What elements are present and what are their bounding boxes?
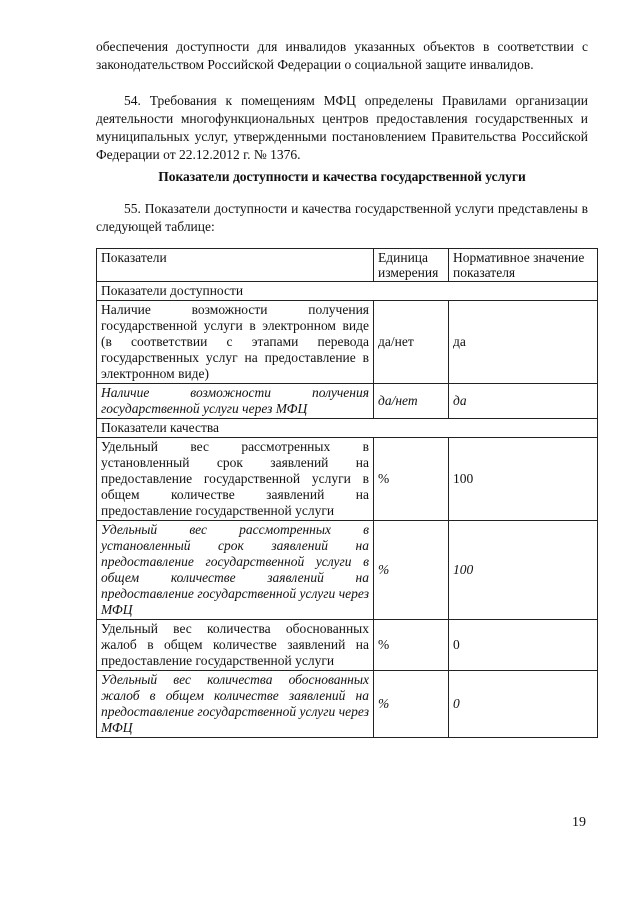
page-number: 19 xyxy=(572,815,586,830)
table-row xyxy=(97,301,598,384)
table-header-row xyxy=(97,249,598,282)
row1-value: да xyxy=(449,301,598,384)
row5-unit: % xyxy=(374,620,449,671)
table-section-row xyxy=(97,419,598,438)
table-row xyxy=(97,671,598,738)
row3-value: 100 xyxy=(449,438,598,521)
row6-indicator: Удельный вес количества обоснованных жалоб в общем количестве заявлений на предоставление государственной услуги через МФЦ xyxy=(97,671,374,738)
table-row xyxy=(97,620,598,671)
paragraph-54: 54. Требования к помещениям МФЦ определены Правилами организации деятельности многофункциональных центров предоставления государственных и муниципальных услуг, утвержденными постановлением Правительства Российской Федерации от 22.12.2012 г. № 1376. xyxy=(96,93,588,162)
row1-indicator: Наличие возможности получения государственной услуги в электронном виде (в соответствии с этапами перевода государственных услуг на предоставление в электронном виде) xyxy=(97,301,374,384)
table-section-row xyxy=(97,282,598,301)
row3-indicator: Удельный вес рассмотренных в установленный срок заявлений на предоставление государственной услуги в общем количестве заявлений на предоставление государственной услуги xyxy=(97,438,374,521)
paragraph-55: 55. Показатели доступности и качества государственной услуги представлены в следующей таблице: xyxy=(96,201,588,234)
row2-value: да xyxy=(449,384,598,419)
row4-indicator: Удельный вес рассмотренных в установленный срок заявлений на предоставление государственной услуги в общем количестве заявлений на предоставление государственной услуги через МФЦ xyxy=(97,521,374,620)
row4-unit: % xyxy=(374,521,449,620)
row6-value: 0 xyxy=(449,671,598,738)
section-quality-label: Показатели качества xyxy=(97,419,598,438)
row4-value: 100 xyxy=(449,521,598,620)
indicators-table xyxy=(96,248,598,738)
section-access-label: Показатели доступности xyxy=(97,282,598,301)
row6-unit: % xyxy=(374,671,449,738)
row3-unit: % xyxy=(374,438,449,521)
row1-unit: да/нет xyxy=(374,301,449,384)
section-heading: Показатели доступности и качества государственной услуги xyxy=(158,169,526,184)
header-unit: Единица измерения xyxy=(374,249,449,282)
table-row xyxy=(97,521,598,620)
paragraph-continued: обеспечения доступности для инвалидов указанных объектов в соответствии с законодательством Российской Федерации о социальной защите инвалидов. xyxy=(96,39,588,72)
table-row xyxy=(97,438,598,521)
row5-value: 0 xyxy=(449,620,598,671)
header-norm: Нормативное значение показателя xyxy=(449,249,598,282)
table-row xyxy=(97,384,598,419)
row2-indicator: Наличие возможности получения государственной услуги через МФЦ xyxy=(97,384,374,419)
row2-unit: да/нет xyxy=(374,384,449,419)
header-indicator: Показатели xyxy=(97,249,374,282)
row5-indicator: Удельный вес количества обоснованных жалоб в общем количестве заявлений на предоставление государственной услуги xyxy=(97,620,374,671)
